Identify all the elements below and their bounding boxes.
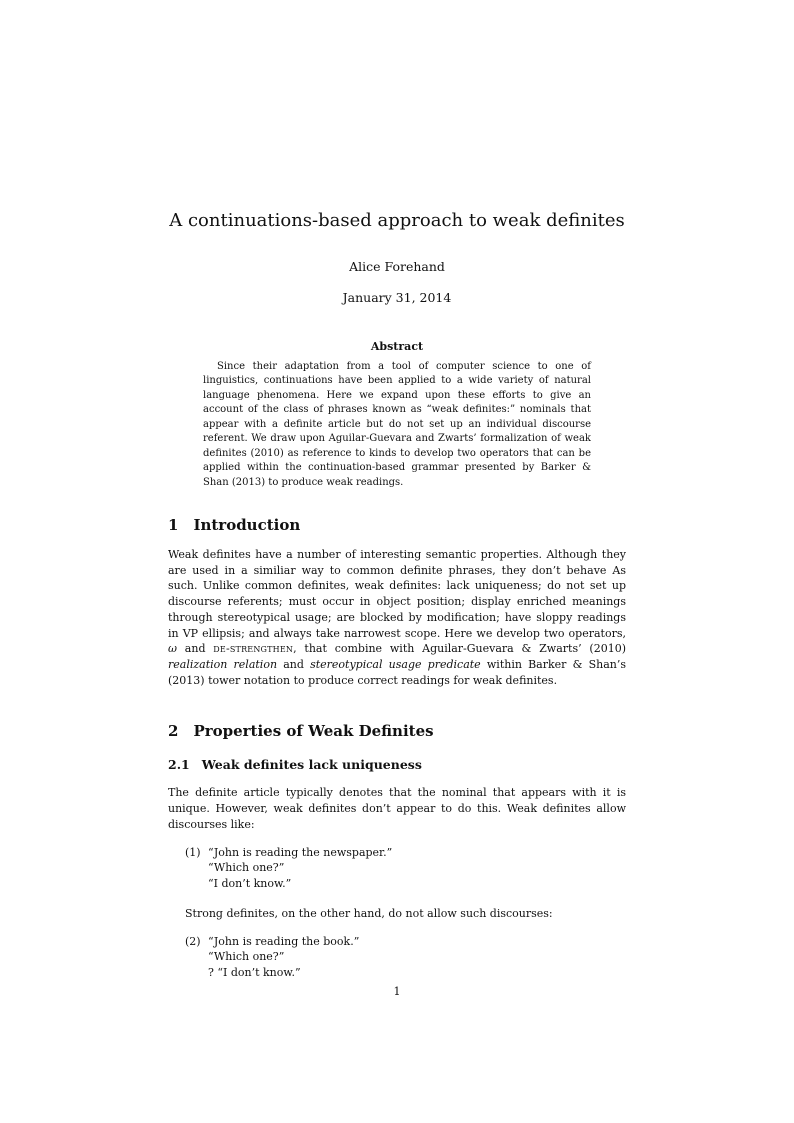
realization-relation-term: realization relation bbox=[168, 658, 278, 672]
uniqueness-paragraph: The definite article typically denotes that the nominal that appears with it is unique. However, weak definites don’t appear to do this. Weak definites allow discourses like: bbox=[168, 786, 626, 831]
intro-text-3: , that combine with Aguilar-Guevara & Zwarts’ (2010) bbox=[293, 642, 626, 656]
abstract-heading: Abstract bbox=[370, 339, 424, 353]
author-name: Alice Forehand bbox=[349, 258, 445, 274]
intro-text-5: within Barker & Shan’s (2013) tower notation to produce correct readings for weak definites. bbox=[168, 658, 626, 687]
example-2-label: (2) bbox=[185, 934, 201, 948]
stereotypical-usage-term: stereotypical usage predicate bbox=[310, 658, 481, 672]
paper-date: January 31, 2014 bbox=[342, 289, 452, 305]
example-1 bbox=[185, 845, 626, 892]
example-1-label: (1) bbox=[185, 845, 201, 859]
intro-text-2: and bbox=[176, 642, 214, 656]
subsection-number: 2.1 bbox=[168, 757, 190, 773]
section-title: Introduction bbox=[193, 516, 301, 534]
omega-operator: ω bbox=[168, 642, 177, 656]
example-1-body bbox=[208, 845, 626, 892]
section-title: Properties of Weak Definites bbox=[193, 722, 434, 741]
example-1-line-3: “I don’t know.” bbox=[208, 877, 292, 891]
page-number: 1 bbox=[393, 985, 401, 998]
example-2-line-1: “John is reading the book.” bbox=[208, 934, 360, 948]
example-2-line-2: “Which one?” bbox=[208, 950, 285, 964]
paper-content bbox=[168, 0, 626, 981]
de-strengthen-operator: de-strengthen bbox=[213, 642, 294, 656]
abstract-body: Since their adaptation from a tool of computer science to one of linguistics, continuations have been applied to a wide variety of natural language phenomena. Here we expand upon these efforts to give an account of the class of phrases known as “weak definites:” nominals that appear with a definite article but do not set up an individual discourse referent. We draw upon Aguilar-Guevara and Zwarts’ formalization of weak definites (2010) as reference to kinds to develop two operators that can be applied within the continuation-based grammar presented by Barker & Shan (2013) to produce weak readings. bbox=[203, 360, 591, 488]
intro-text-4: and bbox=[277, 658, 311, 672]
paper-title: A continuations-based approach to weak definites bbox=[169, 210, 625, 231]
example-2-body bbox=[208, 934, 626, 981]
example-1-line-1: “John is reading the newspaper.” bbox=[208, 845, 393, 859]
section-heading-introduction bbox=[168, 516, 626, 534]
example-2 bbox=[185, 934, 626, 981]
introduction-paragraph bbox=[168, 547, 626, 688]
intro-text-1: Weak definites have a number of interesting semantic properties. Although they are used in a similiar way to common definite phrases, they don’t behave As such. Unlike common definites, weak definites: lack uniqueness; do not set up discourse referents; must occur in object position; display enriched meanings through stereotypical usage; are blocked by modification; have sloppy readings in VP ellipsis; and always take narrowest scope. Here we develop two operators, bbox=[168, 548, 626, 640]
section-number: 2 bbox=[168, 722, 179, 741]
section-number: 1 bbox=[168, 516, 179, 534]
section-heading-properties bbox=[168, 722, 626, 740]
example-2-line-3: ? “I don’t know.” bbox=[208, 965, 301, 979]
subsection-title: Weak definites lack uniqueness bbox=[201, 757, 422, 773]
example-1-line-2: “Which one?” bbox=[208, 861, 285, 875]
subsection-heading-uniqueness bbox=[168, 757, 626, 772]
strong-definites-paragraph: Strong definites, on the other hand, do not allow such discourses: bbox=[185, 906, 553, 920]
